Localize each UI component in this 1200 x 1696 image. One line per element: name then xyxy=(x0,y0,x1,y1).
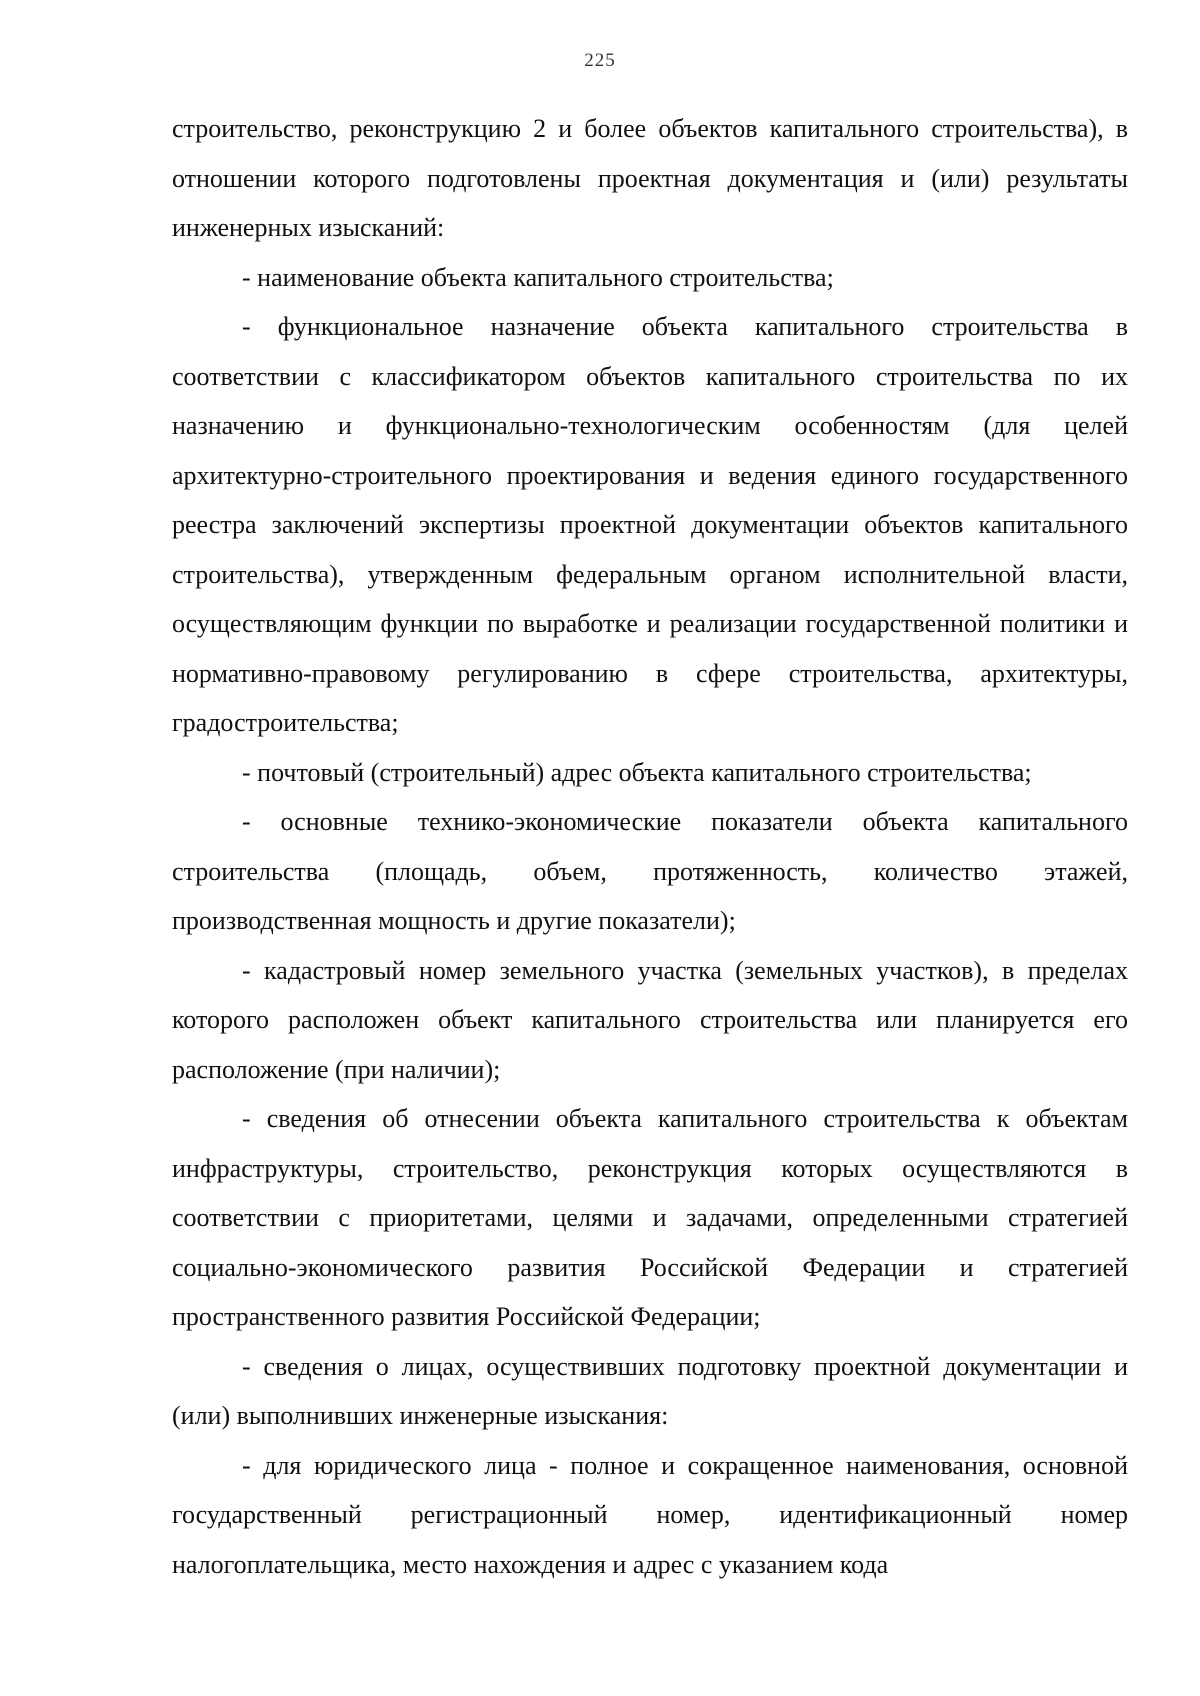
list-item-functional-purpose: - функциональное назначение объекта капитального строительства в соответствии с классификатором объектов капитального строительства по их назначению и функционально-технологическим особенностям (для целей архитектурно-строительного проектирования и ведения единого государственного реестра заключений экспертизы проектной документации объектов капитального строительства), утвержденным федеральным органом исполнительной власти, осуществляющим функции по выработке и реализации государственной политики и нормативно-правовому регулированию в сфере строительства, архитектуры, градостроительства; xyxy=(172,312,1128,737)
list-item-postal-address: - почтовый (строительный) адрес объекта капитального строительства; xyxy=(242,757,1032,787)
paragraph-continuation: строительство, реконструкцию 2 и более объектов капитального строительства), в отношении которого подготовлены проектная документация и (или) результаты инженерных изысканий: xyxy=(172,114,1128,242)
list-item-infrastructure-info: - сведения об отнесении объекта капитального строительства к объектам инфраструктуры, строительство, реконструкция которых осуществляются в соответствии с приоритетами, целями и задачами, определенными стратегией социально-экономического развития Российской Федерации и стратегией пространственного развития Российской Федерации; xyxy=(172,1104,1128,1331)
list-item-technical-indicators: - основные технико-экономические показатели объекта капитального строительства (площадь, объем, протяженность, количество этажей, производственная мощность и другие показатели); xyxy=(172,807,1128,935)
page-number: 225 xyxy=(584,50,616,71)
list-item-cadastral-number: - кадастровый номер земельного участка (земельных участков), в пределах которого расположен объект капитального строительства или планируется его расположение (при наличии); xyxy=(172,955,1128,1084)
list-item-persons-info: - сведения о лицах, осуществивших подготовку проектной документации и (или) выполнивших инженерные изыскания: xyxy=(172,1351,1128,1430)
list-item-object-name: - наименование объекта капитального строительства; xyxy=(242,262,834,292)
list-item-legal-entity: - для юридического лица - полное и сокращенное наименования, основной государственный регистрационный номер, идентификационный номер налогоплательщика, место нахождения и адрес с указанием кода xyxy=(172,1450,1128,1579)
document-body xyxy=(172,104,1128,1589)
